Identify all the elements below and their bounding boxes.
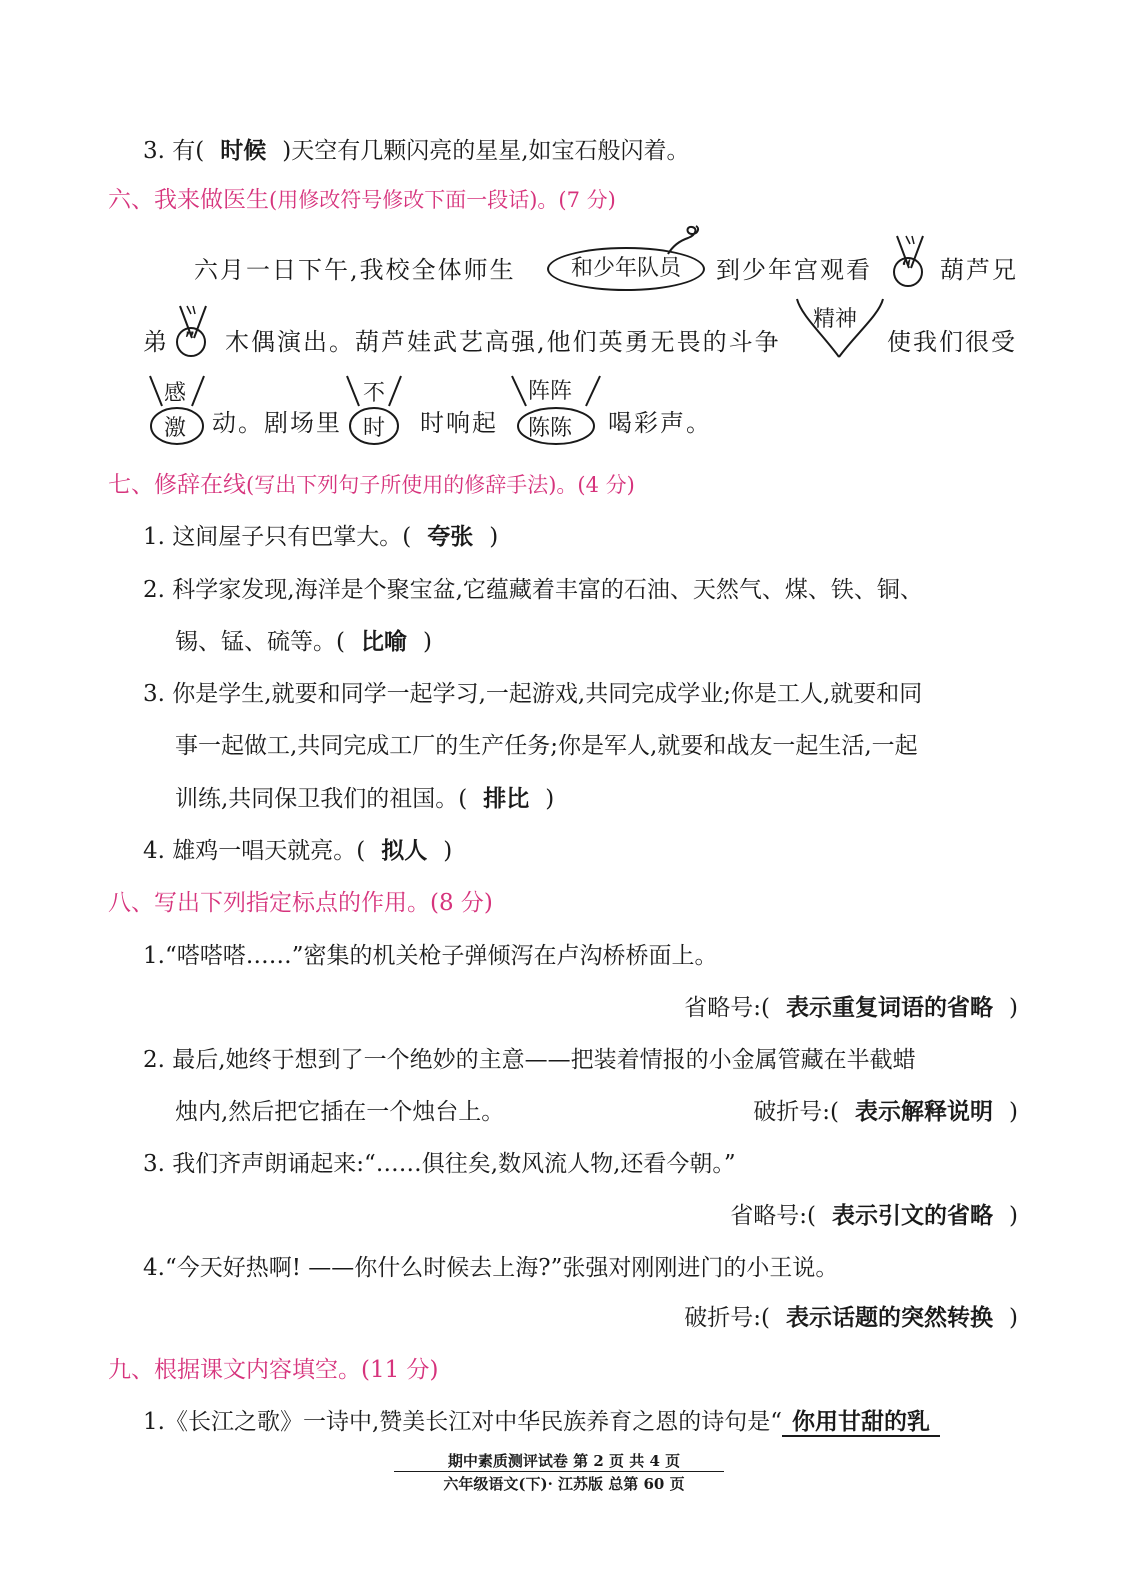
item-8-4-answer: 破折号:( 表示话题的突然转换 ) — [684, 1305, 1018, 1331]
answer: 比喻 — [360, 629, 407, 655]
item-8-3: 3. 我们齐声朗诵起来:“……俱往矣,数风流人物,还看今朝。” — [143, 1151, 736, 1177]
delete-curl-icon — [660, 222, 710, 262]
para6-line1-c: 葫芦兄 — [940, 256, 1018, 284]
swap-top-char: 感 — [164, 381, 187, 406]
answer: 拟人 — [381, 838, 428, 864]
item-7-2-line2: 锡、锰、硫等。( 比喻 ) — [175, 629, 432, 655]
item-7-3-line3: 训练,共同保卫我们的祖国。( 排比 ) — [175, 786, 555, 812]
answer: 时候 — [220, 138, 267, 164]
item-8-1-answer: 省略号:( 表示重复词语的省略 ) — [684, 995, 1018, 1021]
item-9-1: 1.《长江之歌》一诗中,赞美长江对中华民族养育之恩的诗句是“ 你用甘甜的乳 — [143, 1407, 940, 1437]
para6-line1-a: 六月一日下午,我校全体师生 — [194, 256, 516, 284]
item-7-2-line1: 2. 科学家发现,海洋是个聚宝盆,它蕴藏着丰富的石油、天然气、煤、铁、铜、 — [143, 577, 923, 603]
footer-book-info: 六年级语文(下)· 江苏版 总第 60 页 — [443, 1475, 685, 1493]
item-8-4: 4.“今天好热啊! ——你什么时候去上海?”张强对刚刚进门的小王说。 — [143, 1255, 839, 1281]
answer: 表示重复词语的省略 — [786, 995, 994, 1021]
para6-line2-c: 使我们很受 — [887, 328, 1017, 356]
close-quote-glyph: ” — [184, 329, 196, 354]
para6-line2-b: 木偶演出。葫芦娃武艺高强,他们英勇无畏的斗争 — [225, 328, 781, 356]
para6-line3-b: 时响起 — [420, 409, 498, 437]
footer-page-info: 期中素质测评试卷 第 2 页 共 4 页 — [447, 1452, 681, 1470]
section-6-heading: 六、我来做医生(用修改符号修改下面一段话)。(7 分) — [108, 187, 616, 213]
para6-line3-c: 喝彩声。 — [608, 409, 712, 437]
section-7-heading: 七、修辞在线(写出下列句子所使用的修辞手法)。(4 分) — [108, 472, 635, 498]
item-8-2-answer: 破折号:( 表示解释说明 ) — [753, 1099, 1018, 1125]
item-6-3: 3. 有( 时候 )天空有几颗闪亮的星星,如宝石般闪着。 — [143, 138, 690, 164]
answer: 表示解释说明 — [855, 1099, 994, 1125]
footer-divider — [394, 1471, 724, 1472]
para6-line3-a: 动。剧场里 — [212, 409, 342, 437]
answer: 表示话题的突然转换 — [786, 1305, 994, 1331]
item-8-3-answer: 省略号:( 表示引文的省略 ) — [730, 1203, 1018, 1229]
item-8-2-line2: 烛内,然后把它插在一个烛台上。 — [175, 1099, 505, 1125]
item-8-1: 1.“嗒嗒嗒……”密集的机关枪子弹倾泻在卢沟桥桥面上。 — [143, 943, 718, 969]
delete-mark-circle: 和少年队员 — [547, 247, 705, 291]
answer: 排比 — [483, 786, 530, 812]
swap-bottom-word: 陈陈 — [528, 416, 573, 441]
swap-top-word: 阵阵 — [528, 379, 573, 404]
item-8-2-line1: 2. 最后,她终于想到了一个绝妙的主意——把装着情报的小金属管藏在半截蜡 — [143, 1047, 916, 1073]
answer: 你用甘甜的乳 — [782, 1409, 940, 1437]
para6-line1-b: 到少年宫观看 — [716, 256, 872, 284]
open-quote-glyph: “ — [901, 257, 913, 282]
item-7-1: 1. 这间屋子只有巴掌大。( 夸张 ) — [143, 524, 499, 550]
swap-top-char: 不 — [363, 381, 386, 406]
answer: 表示引文的省略 — [832, 1203, 994, 1229]
section-8-heading: 八、写出下列指定标点的作用。(8 分) — [108, 890, 493, 916]
item-7-3-line1: 3. 你是学生,就要和同学一起学习,一起游戏,共同完成学业;你是工人,就要和同 — [143, 681, 923, 707]
swap-bottom-char: 时 — [363, 416, 386, 441]
para6-line2-a: 弟 — [143, 328, 169, 356]
swap-bottom-char: 激 — [164, 416, 187, 441]
item-7-4: 4. 雄鸡一唱天就亮。( 拟人 ) — [143, 838, 453, 864]
section-9-heading: 九、根据课文内容填空。(11 分) — [108, 1357, 439, 1383]
insert-word: 精神 — [813, 307, 858, 332]
answer: 夸张 — [427, 524, 474, 550]
item-7-3-line2: 事一起做工,共同完成工厂的生产任务;你是军人,就要和战友一起生活,一起 — [175, 733, 918, 759]
